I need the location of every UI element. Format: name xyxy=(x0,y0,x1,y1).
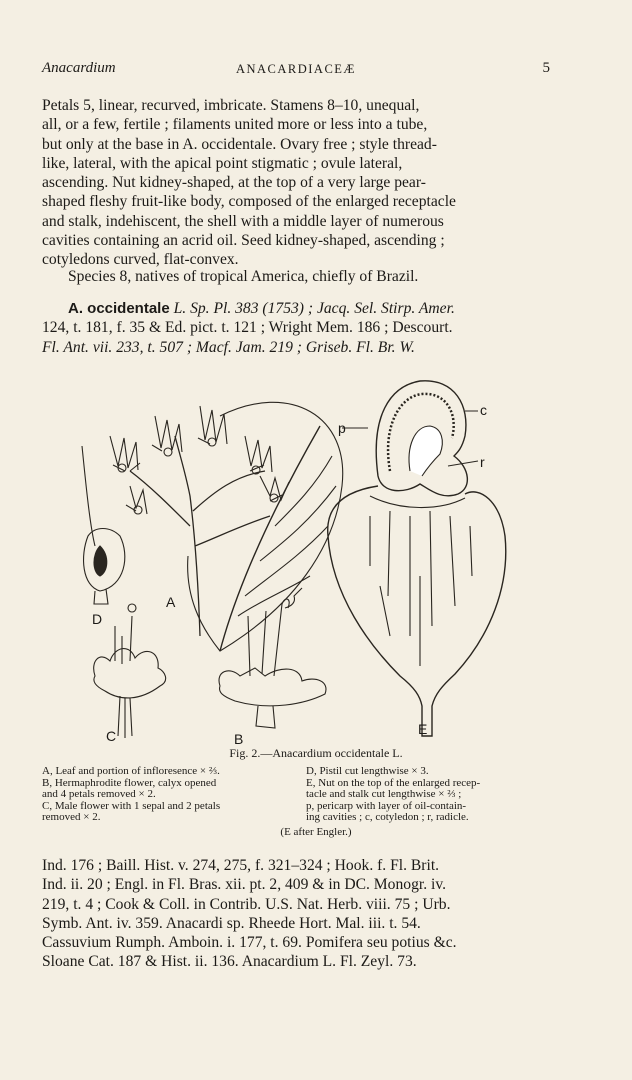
text-line: Ind. 176 ; Baill. Hist. v. 274, 275, f. 321–324 ; Hook. f. Fl. Brit. xyxy=(42,857,440,874)
botanical-figure xyxy=(70,376,520,746)
text-line: but only at the base in A. occidentale. Ovary free ; style thread- xyxy=(42,135,437,153)
text-line: Fl. Ant. vii. 233, t. 507 ; Macf. Jam. 219 ; Griseb. Fl. Br. W. xyxy=(42,338,415,356)
text-line: Cassuvium Rumph. Amboin. i. 177, t. 69. Pomifera seu potius &c. xyxy=(42,934,457,952)
legend-line: C, Male flower with 1 sepal and 2 petals xyxy=(42,799,221,812)
label-E: E xyxy=(418,721,428,737)
citation-text: L. Sp. Pl. 383 (1753) ; Jacq. Sel. Stirp. Amer. xyxy=(169,300,455,317)
figure-credit: (E after Engler.) xyxy=(280,826,352,838)
legend-line: D, Pistil cut lengthwise × 3. xyxy=(306,765,429,777)
figure-legend-right xyxy=(306,766,552,824)
header-family: ANACARDIACEÆ xyxy=(235,62,357,76)
flower-cluster xyxy=(110,406,289,514)
text-line: Ind. ii. 20 ; Engl. in Fl. Bras. xii. pt. 2, 409 & in DC. Monogr. iv. xyxy=(42,876,447,894)
text-line: cotyledons curved, flat-convex. xyxy=(42,251,239,269)
figure-caption: Fig. 2.—Anacardium occidentale L. xyxy=(229,746,403,760)
text-line: cavities containing an acrid oil. Seed kidney-shaped, ascending ; xyxy=(42,232,445,250)
species-heading: A. occidentale xyxy=(68,300,170,317)
legend-line: removed × 2. xyxy=(42,811,101,824)
header-genus: Anacardium xyxy=(42,60,116,76)
text-line: Symb. Ant. iv. 359. Anacardi sp. Rheede Hort. Mal. iii. t. 54. xyxy=(42,914,421,932)
label-r: r xyxy=(480,454,485,470)
receptacle-outline xyxy=(328,486,506,736)
leaf-outline xyxy=(188,402,343,651)
label-c: c xyxy=(480,402,487,418)
label-B: B xyxy=(234,731,244,747)
figure-legend-left xyxy=(42,766,297,824)
legend-line: A, Leaf and portion of infloresence × ⅔. xyxy=(42,765,220,777)
species-citation xyxy=(42,299,552,357)
text-line: Sloane Cat. 187 & Hist. ii. 136. Anacardium L. Fl. Zeyl. 73. xyxy=(42,953,417,971)
text-line: 219, t. 4 ; Cook & Coll. in Contrib. U.S. Nat. Herb. viii. 75 ; Urb. xyxy=(42,895,451,913)
cashew-fruit-drawing xyxy=(328,381,506,736)
text-line: all, or a few, fertile ; filaments united more or less into a tube, xyxy=(42,116,428,134)
hermaphrodite-flower-drawing xyxy=(219,588,326,728)
legend-line: and 4 petals removed × 2. xyxy=(42,788,156,801)
label-D: D xyxy=(92,611,103,627)
text-line xyxy=(42,299,552,318)
synonymy-citations xyxy=(42,856,552,972)
legend-line: ing cavities ; c, cotyledon ; r, radicle. xyxy=(306,811,469,824)
genus-description xyxy=(42,96,552,270)
label-p: p xyxy=(338,420,346,436)
text-line: like, lateral, with the apical point stigmatic ; ovule lateral, xyxy=(42,154,403,172)
species-note: Species 8, natives of tropical America, chiefly of Brazil. xyxy=(68,268,419,285)
running-header xyxy=(42,58,550,82)
label-A: A xyxy=(166,594,176,610)
legend-line: tacle and stalk cut lengthwise × ⅔ ; xyxy=(306,788,462,801)
text-line: and stalk, indehiscent, the shell with a middle layer of numerous xyxy=(42,212,444,230)
legend-line: p, pericarp with layer of oil-contain- xyxy=(306,799,467,812)
label-C: C xyxy=(106,728,117,744)
male-flower-drawing xyxy=(94,604,166,738)
page-number: 5 xyxy=(542,60,550,76)
legend-line: B, Hermaphrodite flower, calyx opened xyxy=(42,776,217,789)
text-line: Petals 5, linear, recurved, imbricate. Stamens 8–10, unequal, xyxy=(42,97,420,114)
text-line: 124, t. 181, f. 35 & Ed. pict. t. 121 ; Wright Mem. 186 ; Descourt. xyxy=(42,319,453,337)
figure-illustration xyxy=(70,376,520,746)
legend-line: E, Nut on the top of the enlarged recep- xyxy=(306,776,481,789)
text-line: shaped fleshy fruit-like body, composed of the enlarged receptacle xyxy=(42,193,456,211)
text-line: ascending. Nut kidney-shaped, at the top of a very large pear- xyxy=(42,174,426,192)
